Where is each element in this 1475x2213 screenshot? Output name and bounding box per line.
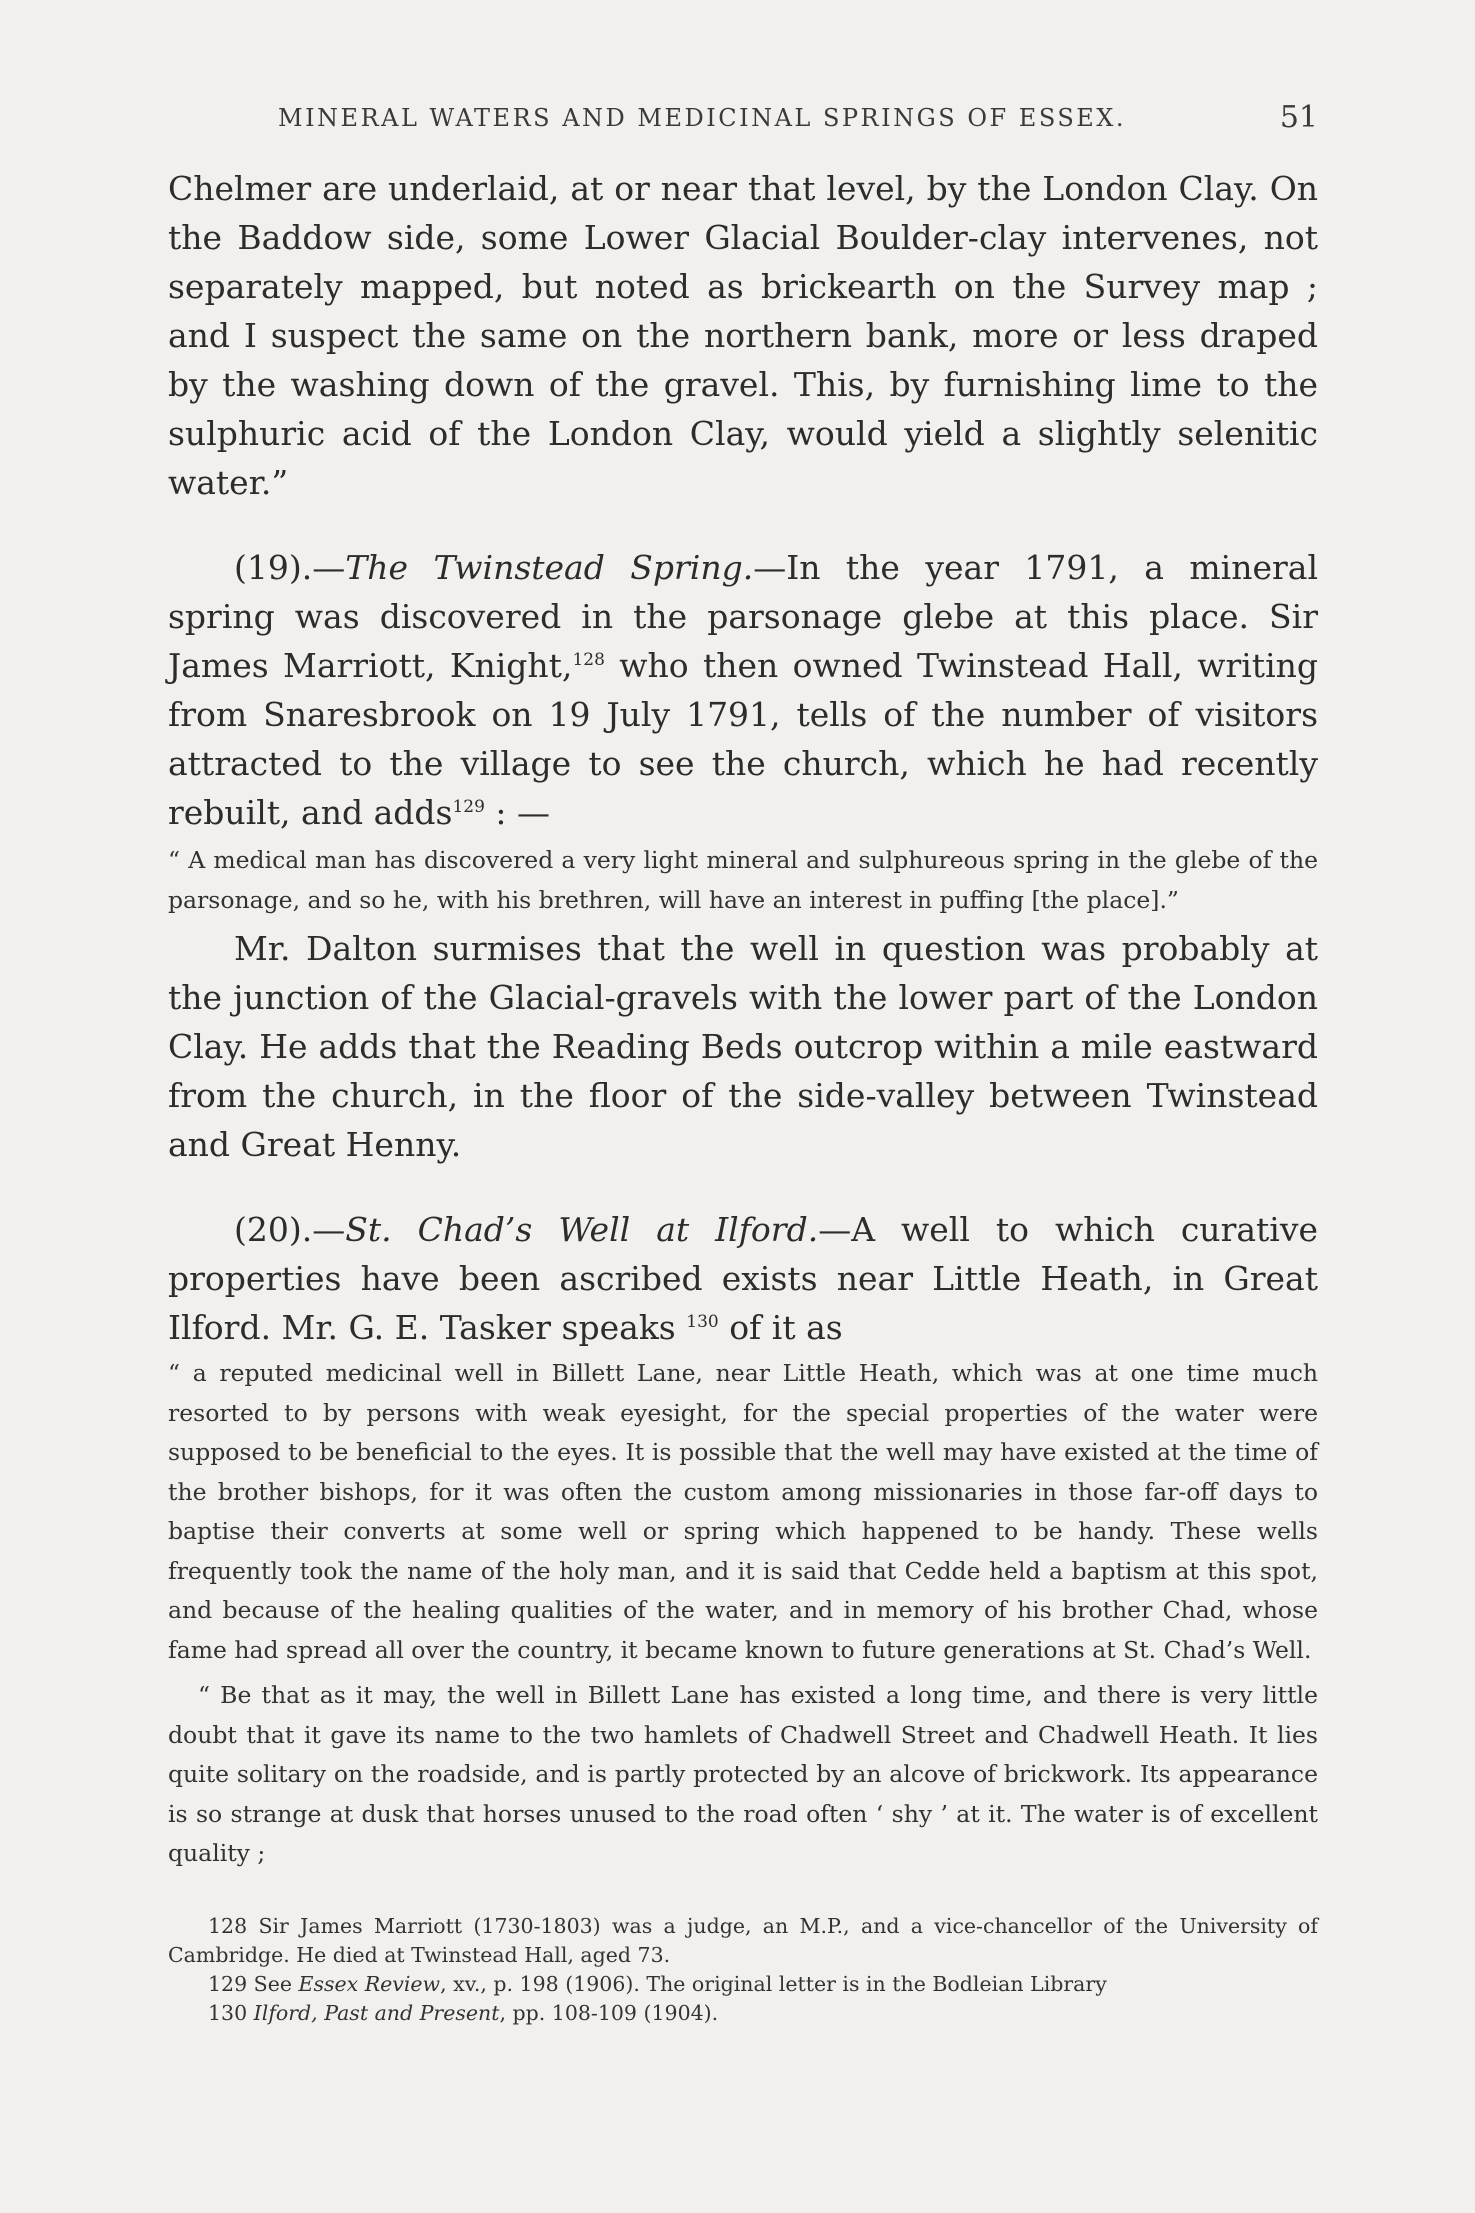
section-19-continuation: Mr. Dalton surmises that the well in question was probably at the junction of the Glacial-gravels with the lower part of the London Clay. He adds that the Reading Beds outcrop within a mile eastward from the church, in the floor of the side-valley between Twinstead and Great Henny. <box>168 929 1318 1164</box>
footnote-129 <box>168 1970 1318 1999</box>
footnote-citation-title: Ilford, Past and Present <box>253 2000 500 2025</box>
footnote-128 <box>168 1912 1318 1970</box>
section-19-title: The Twinstead Spring. <box>345 548 754 587</box>
book-page <box>168 92 1318 2028</box>
footnote-ref-130[interactable]: 130 <box>686 1312 719 1332</box>
footnote-number: 129 <box>208 1971 248 1996</box>
section-19-text-a: —In the year 1791, a mineral spring was discovered in the parsonage glebe at this place. Sir James Marriott, Knight, <box>168 548 1318 685</box>
section-19-paragraph <box>168 543 1318 837</box>
intro-paragraph: Chelmer are underlaid, at or near that level, by the London Clay. On the Baddow side, some Lower Glacial Boulder-clay intervenes, not separately mapped, but noted as brickearth on the Survey map ; and I suspect the same on the northern bank, more or less draped by the washing down of the gravel. This, by furnishing lime to the sulphuric acid of the London Clay, would yield a slightly selenitic water.” <box>168 169 1318 502</box>
section-20-text-b: of it as <box>718 1308 843 1347</box>
section-20-number: (20).— <box>234 1210 346 1249</box>
footnote-citation-title: Essex Review <box>298 1971 441 1996</box>
running-title: MINERAL WATERS AND MEDICINAL SPRINGS OF ESSEX. <box>278 104 1127 132</box>
section-20-text-a: —A well to which curative properties have been ascribed exists near Little Heath, in Great Ilford. Mr. G. E. Tasker speaks <box>168 1210 1318 1347</box>
section-19-text-c: : — <box>484 793 550 832</box>
section-19-number: (19).— <box>234 548 346 587</box>
section-20-quote-1: “ a reputed medicinal well in Billett Lane, near Little Heath, which was at one time much resorted to by persons with weak eyesight, for the special properties of the water were supposed to be beneficial to the eyes. It is possible that the well may have existed at the time of the brother bishops, for it was often the custom among missionaries in those far-off days to baptise their converts at some well or spring which happened to be handy. These wells frequently took the name of the holy man, and it is said that Cedde held a baptism at this spot, and because of the healing qualities of the water, and in memory of his brother Chad, whose fame had spread all over the country, it became known to future generations at St. Chad’s Well. <box>168 1359 1318 1664</box>
page-number: 51 <box>1279 100 1318 135</box>
footnote-text-post: , pp. 108-109 (1904). <box>499 2000 719 2025</box>
footnote-number: 130 <box>208 2000 248 2025</box>
footnotes <box>168 1912 1318 2028</box>
footnote-130 <box>168 1999 1318 2028</box>
section-20-title: St. Chad’s Well at Ilford. <box>345 1210 819 1249</box>
section-20-quote-2: “ Be that as it may, the well in Billett Lane has existed a long time, and there is very little doubt that it gave its name to the two hamlets of Chadwell Street and Chadwell Heath. It lies quite solitary on the roadside, and is partly protected by an alcove of brickwork. Its appearance is so strange at dusk that horses unused to the road often ‘ shy ’ at it. The water is of excellent quality ; <box>168 1681 1318 1867</box>
footnote-text-pre: See <box>253 1971 299 1996</box>
footnote-text-post: , xv., p. 198 (1906). The original letter is in the Bodleian Library <box>440 1971 1107 1996</box>
footnote-ref-128[interactable]: 128 <box>572 650 605 670</box>
section-20-paragraph <box>168 1205 1318 1352</box>
section-19-quote: “ A medical man has discovered a very light mineral and sulphureous spring in the glebe of the parsonage, and so he, with his brethren, will have an interest in puffing [the place].” <box>168 846 1318 914</box>
footnote-text: Sir James Marriott (1730-1803) was a judge, an M.P., and a vice-chancellor of the University of Cambridge. He died at Twinstead Hall, aged 73. <box>168 1913 1318 1967</box>
footnote-number: 128 <box>208 1913 248 1938</box>
running-header <box>168 92 1318 142</box>
footnote-ref-129[interactable]: 129 <box>452 797 485 817</box>
section-19-text-b: who then owned Twinstead Hall, writing from Snaresbrook on 19 July 1791, tells of the number of visitors attracted to the village to see the church, which he had recently rebuilt, and adds <box>168 646 1318 832</box>
